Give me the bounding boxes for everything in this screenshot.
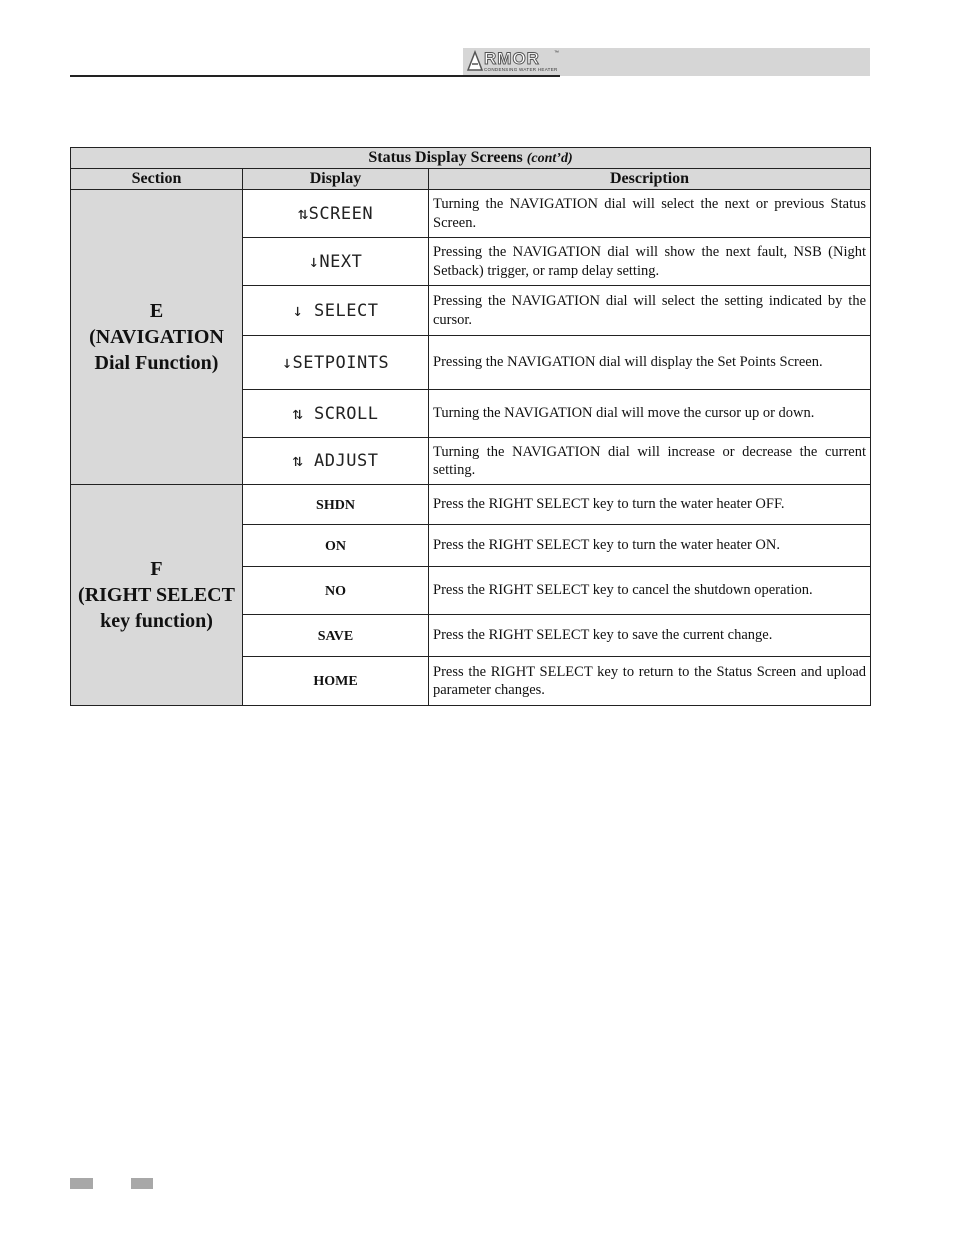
status-display-table xyxy=(70,147,871,706)
key-label: SAVE xyxy=(317,628,354,644)
section-e-cell xyxy=(71,190,243,485)
section-label-line1: (NAVIGATION xyxy=(89,326,224,348)
logo-word: RMOR xyxy=(484,49,540,68)
column-header-description: Description xyxy=(429,169,871,190)
description-cell: Turning the NAVIGATION dial will select the next or previous Status Screen. xyxy=(429,190,871,238)
column-header-display: Display xyxy=(243,169,429,190)
description-cell: Press the RIGHT SELECT key to turn the water heater ON. xyxy=(429,525,871,567)
armor-a-emblem-icon xyxy=(466,50,484,72)
section-f-cell xyxy=(71,485,243,706)
key-label: SHDN xyxy=(316,497,355,513)
description-cell: Pressing the NAVIGATION dial will select the setting indicated by the cursor. xyxy=(429,286,871,336)
display-cell xyxy=(243,286,429,336)
key-label: ON xyxy=(325,538,346,554)
lcd-display-text: ⇅SCREEN xyxy=(297,203,374,224)
section-label-line1: (RIGHT SELECT xyxy=(78,584,235,606)
table-title-row xyxy=(71,148,871,169)
footer-page-marker-right xyxy=(131,1178,153,1189)
description-cell: Press the RIGHT SELECT key to cancel the shutdown operation. xyxy=(429,567,871,615)
armor-logo xyxy=(466,50,561,74)
display-cell xyxy=(243,238,429,286)
section-label-line2: Dial Function) xyxy=(94,352,219,374)
table-header-row xyxy=(71,169,871,190)
description-cell: Press the RIGHT SELECT key to return to the Status Screen and upload parameter changes. xyxy=(429,657,871,706)
section-letter: E xyxy=(149,300,164,322)
display-cell xyxy=(243,390,429,438)
footer-page-marker-left xyxy=(70,1178,93,1189)
key-label: NO xyxy=(325,583,346,599)
table-row xyxy=(71,190,871,238)
description-cell: Press the RIGHT SELECT key to save the current change. xyxy=(429,615,871,657)
table-title-text: Status Display Screens xyxy=(368,149,523,166)
header-rule xyxy=(70,75,560,77)
lcd-display-text: ⇅ SCROLL xyxy=(292,403,379,424)
display-cell xyxy=(243,485,429,525)
table-title xyxy=(71,148,871,169)
lcd-display-text: ↓NEXT xyxy=(308,251,363,272)
display-cell xyxy=(243,190,429,238)
table-row xyxy=(71,485,871,525)
display-cell xyxy=(243,567,429,615)
description-cell: Turning the NAVIGATION dial will increase or decrease the current setting. xyxy=(429,438,871,485)
column-header-section: Section xyxy=(71,169,243,190)
display-cell xyxy=(243,438,429,485)
display-cell xyxy=(243,657,429,706)
lcd-display-text: ↓ SELECT xyxy=(292,300,379,321)
description-cell: Turning the NAVIGATION dial will move the cursor up or down. xyxy=(429,390,871,438)
display-cell xyxy=(243,615,429,657)
lcd-display-text: ⇅ ADJUST xyxy=(292,451,379,471)
logo-subtitle: CONDENSING WATER HEATER xyxy=(484,67,558,72)
logo-trademark: ™ xyxy=(554,50,559,56)
display-cell xyxy=(243,336,429,390)
key-label: HOME xyxy=(313,674,358,689)
display-cell xyxy=(243,525,429,567)
section-letter: F xyxy=(150,558,163,580)
lcd-display-text: ↓SETPOINTS xyxy=(281,352,390,373)
table-title-suffix: (cont’d) xyxy=(526,151,573,166)
description-cell: Pressing the NAVIGATION dial will show the next fault, NSB (Night Setback) trigger, or ramp delay setting. xyxy=(429,238,871,286)
description-cell: Press the RIGHT SELECT key to turn the water heater OFF. xyxy=(429,485,871,525)
section-label-line2: key function) xyxy=(100,610,213,632)
description-cell: Pressing the NAVIGATION dial will display the Set Points Screen. xyxy=(429,336,871,390)
